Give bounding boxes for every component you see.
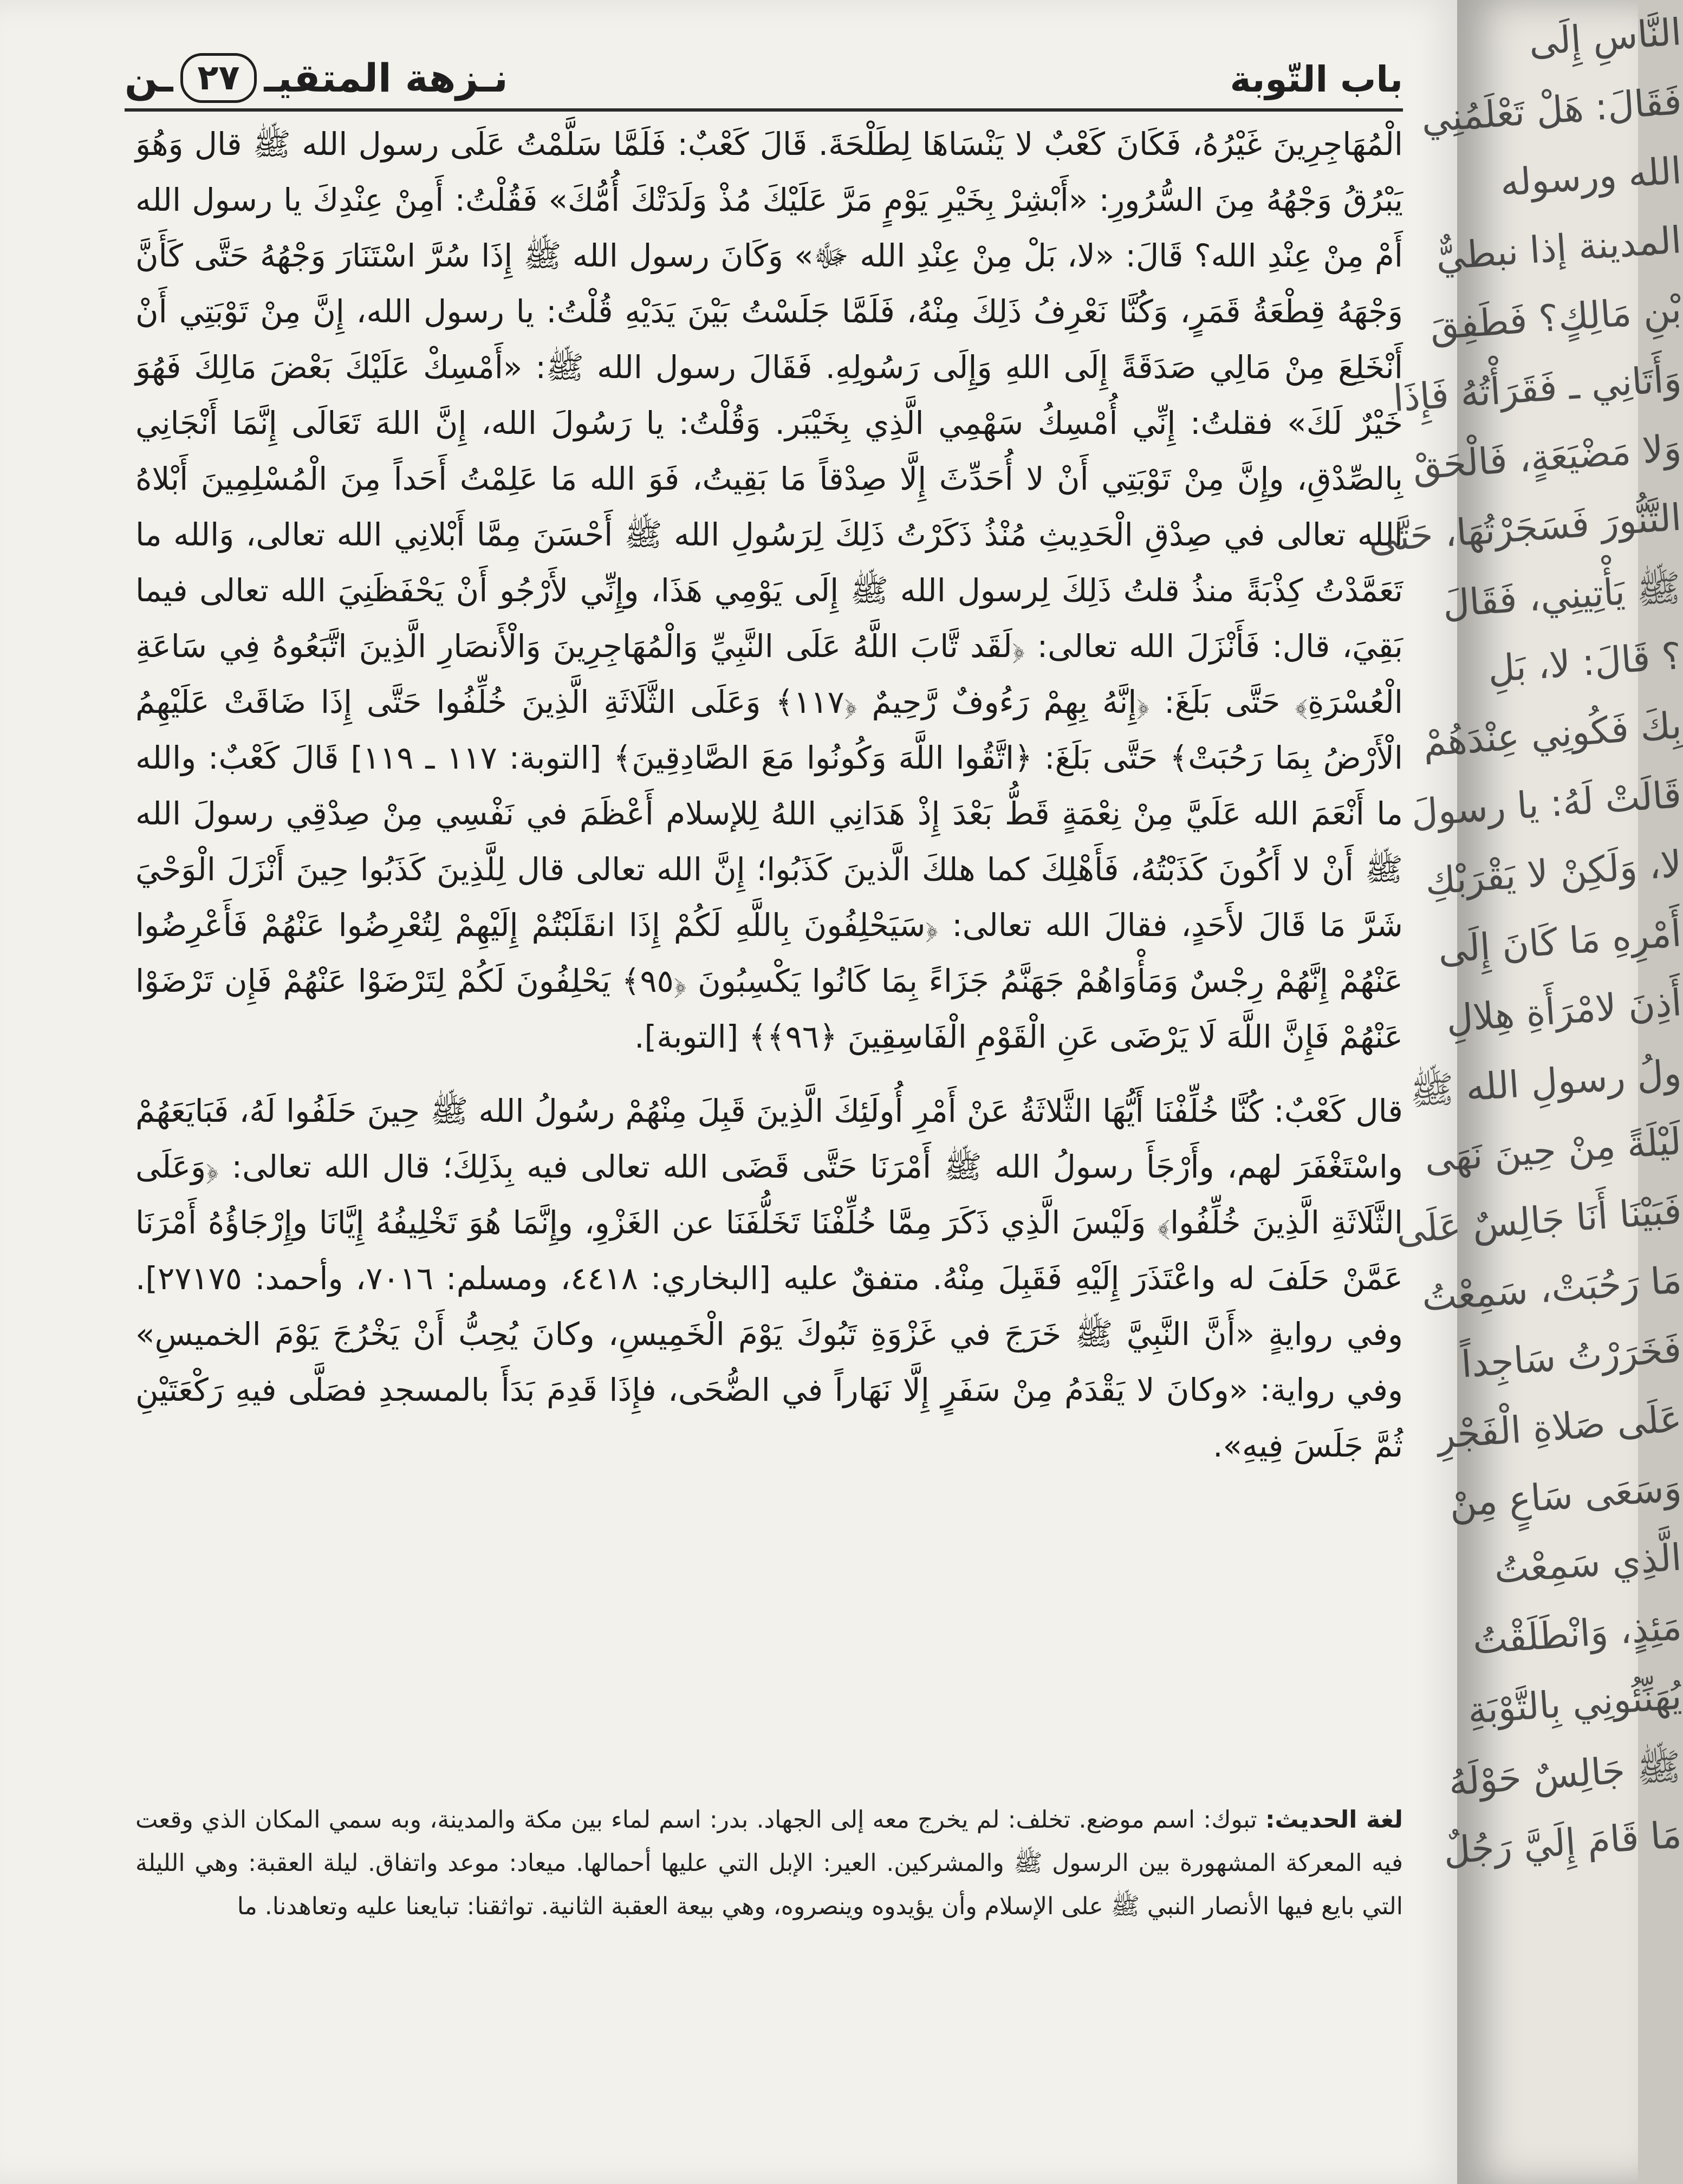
page-number: ٢٧ <box>180 53 256 103</box>
facing-page-line: يُهَنِّئُونِي بِالتَّوْبَةِ <box>1466 1675 1683 1733</box>
book-page-right <box>1367 0 1683 2184</box>
hadith-text <box>135 116 1403 1474</box>
facing-page-line: التَّنُّورَ فَسَجَرْتُهَا، حَتَّى <box>1367 496 1683 561</box>
book-title: نـزهة المتقيـ <box>264 55 508 101</box>
facing-page-line: ﷺ جَالِسٌ حَوْلَهُ <box>1447 1745 1683 1804</box>
facing-page-line: فَخَرَرْتُ سَاجِداً <box>1460 1328 1683 1387</box>
facing-page-line: أَمْرِهِ مَا كَانَ إِلَى <box>1437 912 1683 972</box>
facing-page-line: مَا رَحُبَتْ، سَمِعْتُ <box>1420 1259 1683 1320</box>
chapter-title: باب التّوبة <box>1230 58 1403 100</box>
facing-page-line: فَقَالَ: هَلْ تَعْلَمُنِي <box>1420 80 1683 141</box>
facing-page-line: ولُ رسولِ الله ﷺ <box>1408 1052 1683 1114</box>
facing-page-line: لا، وَلَكِنْ لا يَقْرَبْكِ <box>1424 843 1683 903</box>
facing-page-line: فَبَيْنَا أَنَا جَالِسٌ عَلَى <box>1394 1190 1683 1252</box>
facing-page-line: بِكَ فَكُونِي عِنْدَهُمْ <box>1421 704 1683 765</box>
facing-page-line: بْنِ مَالِكٍ؟ فَطَفِقَ <box>1428 288 1683 349</box>
vocabulary-label: لغة الحديث: <box>1265 1806 1403 1834</box>
facing-page-line: ؟ قَالَ: لا، بَلِ <box>1486 635 1683 691</box>
facing-page-line: الله ورسوله <box>1498 150 1683 205</box>
facing-page-line: الَّذِي سَمِعْتُ <box>1493 1536 1683 1592</box>
facing-page-line: عَلَى صَلاةِ الْفَجْرِ <box>1435 1398 1683 1458</box>
facing-page-line: مَا قَامَ إِلَيَّ رَجُلٌ <box>1442 1813 1683 1873</box>
second-paragraph: قال كَعْبٌ: كُنَّا خُلِّفْنَا أَيُّهَا الثَّلاثَةُ عَنْ أَمْرِ أُولَئِكَ الَّذِينَ قَبِلَ مِنْهُمْ رسُولُ الله ﷺ حِينَ حَلَفُوا لَهُ، فَبَايَعَهُمْ واسْتَغْفَرَ لهم، وأَرْجَأَ رسولُ الله ﷺ أَمْرَنَا حَتَّى قَضَى الله تعالى فيه بِذَلِكَ؛ قال الله تعالى: ﴿وَعَلَى الثَّلَاثَةِ الَّذِينَ خُلِّفُوا﴾ وَلَيْسَ الَّذِي ذَكَرَ مِمَّا خُلِّفْنَا تَخَلُّفَنَا عن الغَزْوِ، وإِنَّمَا هُوَ تَخْلِيفُهُ إِيَّانَا وإِرْجَاؤُهُ أَمْرَنَا عَمَّنْ حَلَفَ له واعْتَذَرَ إِلَيْهِ فَقَبِلَ مِنْهُ. متفقٌ عليه [البخاري: ٤٤١٨، ومسلم: ٧٠١٦، وأحمد: ٢٧١٧٥]. وفي روايةٍ «أَنَّ النَّبِيَّ ﷺ خَرَجَ في غَزْوَةِ تَبُوكَ يَوْمَ الْخَمِيسِ، وكانَ يُحِبُّ أَنْ يَخْرُجَ يَوْمَ الخميسِ» وفي رواية: «وكانَ لا يَقْدَمُ مِنْ سَفَرٍ إِلَّا نَهَاراً في الضُّحَى، فإِذَا قَدِمَ بَدَأَ بالمسجدِ فصَلَّى فيهِ رَكْعَتَيْنِ ثُمَّ جَلَسَ فِيهِ». <box>135 1093 1403 1464</box>
main-paragraph: الْمُهَاجِرِينَ غَيْرُهُ، فَكَانَ كَعْبٌ لا يَنْسَاهَا لِطَلْحَةَ. قَالَ كَعْبٌ: فَلَمَّا سَلَّمْتُ عَلَى رسول الله ﷺ قال وَهُوَ يَبْرُقُ وَجْهُهُ مِنَ السُّرُورِ: «أَبْشِرْ بِخَيْرِ يَوْمٍ مَرَّ عَلَيْكَ مُذْ وَلَدَتْكَ أُمُّكَ» فَقُلْتُ: أَمِنْ عِنْدِكَ يا رسول الله أَمْ مِنْ عِنْدِ الله؟ قَالَ: «لا، بَلْ مِنْ عِنْدِ الله ﷻ» وَكَانَ رسول الله ﷺ إِذَا سُرَّ اسْتَنَارَ وَجْهُهُ حَتَّى كَأَنَّ وَجْهَهُ قِطْعَةُ قَمَرٍ، وَكُنَّا نَعْرِفُ ذَلِكَ مِنْهُ، فَلَمَّا جَلَسْتُ بَيْنَ يَدَيْهِ قُلْتُ: يا رسول الله، إِنَّ مِنْ تَوْبَتِي أَنْ أَنْخَلِعَ مِنْ مَالِي صَدَقَةً إِلَى اللهِ وَإِلَى رَسُولِهِ. فَقَالَ رسول الله ﷺ: «أَمْسِكْ عَلَيْكَ بَعْضَ مَالِكَ فَهُوَ خَيْرٌ لَكَ» فقلتُ: إِنِّي أُمْسِكُ سَهْمِي الَّذِي بِخَيْبَر. وَقُلْتُ: يا رَسُولَ الله، إِنَّ اللهَ تَعَالَى إِنَّمَا أَنْجَانِي بِالصِّدْقِ، وإِنَّ مِنْ تَوْبَتِي أَنْ لا أُحَدِّثَ إِلَّا صِدْقاً مَا بَقِيتُ، فَوَ الله مَا عَلِمْتُ أَحَداً مِنَ الْمُسْلِمِينَ أَبْلاهُ الله تعالى في صِدْقِ الْحَدِيثِ مُنْذُ ذَكَرْتُ ذَلِكَ لِرَسُولِ الله ﷺ أَحْسَنَ مِمَّا أَبْلانِي الله تعالى، وَالله ما تَعَمَّدْتُ كِذْبَةً منذُ قلتُ ذَلِكَ لِرسول الله ﷺ إِلَى يَوْمِي هَذَا، وإِنِّي لأَرْجُو أَنْ يَحْفَظَنِيَ الله تعالى فيما بَقِيَ، قال: فَأَنْزَلَ الله تعالى: ﴿لَقَد تَّابَ اللَّهُ عَلَى النَّبِيِّ وَالْمُهَاجِرِينَ وَالْأَنصَارِ الَّذِينَ اتَّبَعُوهُ فِي سَاعَةِ الْعُسْرَةِ﴾ حَتَّى بَلَغَ: ﴿إِنَّهُ بِهِمْ رَءُوفٌ رَّحِيمٌ ﴿١١٧﴾ وَعَلَى الثَّلَاثَةِ الَّذِينَ خُلِّفُوا حَتَّى إِذَا ضَاقَتْ عَلَيْهِمُ الْأَرْضُ بِمَا رَحُبَتْ﴾ حَتَّى بَلَغَ: ﴿اتَّقُوا اللَّهَ وَكُونُوا مَعَ الصَّادِقِينَ﴾ [التوبة: ١١٧ ـ ١١٩] قَالَ كَعْبٌ: والله ما أَنْعَمَ الله عَلَيَّ مِنْ نِعْمَةٍ قَطُّ بَعْدَ إِذْ هَدَانِي اللهُ لِلإسلام أَعْظَمَ في نَفْسِي مِنْ صِدْقِي رسولَ الله ﷺ أَنْ لا أَكُونَ كَذَبْتُهُ، فَأَهْلِكَ كما هلكَ الَّذينَ كَذَبُوا؛ إِنَّ الله تعالى قال لِلَّذِينَ كَذَبُوا حِينَ أَنْزَلَ الْوَحْيَ شَرَّ مَا قَالَ لأَحَدٍ، فقالَ الله تعالى: ﴿سَيَحْلِفُونَ بِاللَّهِ لَكُمْ إِذَا انقَلَبْتُمْ إِلَيْهِمْ لِتُعْرِضُوا عَنْهُمْ فَأَعْرِضُوا عَنْهُمْ إِنَّهُمْ رِجْسٌ وَمَأْوَاهُمْ جَهَنَّمُ جَزَاءً بِمَا كَانُوا يَكْسِبُونَ ﴿٩٥﴾ يَحْلِفُونَ لَكُمْ لِتَرْضَوْا عَنْهُمْ فَإِن تَرْضَوْا عَنْهُمْ فَإِنَّ اللَّهَ لَا يَرْضَى عَنِ الْقَوْمِ الْفَاسِقِينَ ﴿٩٦﴾﴾ [التوبة]. <box>135 126 1403 1055</box>
facing-page-line: ﷺ يَأْتِينِي، فَقَالَ <box>1441 567 1683 626</box>
facing-page-line: المدينة إذا نبطيٌّ <box>1434 219 1683 279</box>
vocabulary-text: تبوك: اسم موضع. تخلف: لم يخرج معه إلى الجهاد. بدر: اسم لماء بين مكة والمدينة، وبه سمي المكان الذي وقعت فيه المعركة المشهورة بين الرسول ﷺ والمشركين. العير: الإبل التي عليها أحمالها. ميعاد: موعد واتفاق. ليلة العقبة: وهي الليلة التي بايع فيها الأنصار النبي ﷺ على الإسلام وأن يؤيدوه وينصروه، وهي بيعة العقبة الثانية. تواثقنا: تبايعنا عليه وتعاهدنا. ما <box>135 1806 1403 1920</box>
facing-page-line: وَلا مَضْيَعَةٍ، فَالْحَقْ <box>1411 427 1683 489</box>
facing-page-line: وَأَتَانِي ـ فَقَرَأْتُهُ فَإِذَا <box>1392 358 1683 421</box>
facing-page-line: النَّاسِ إِلَى <box>1528 11 1683 64</box>
vocabulary-section <box>135 1798 1403 1928</box>
facing-page-line: قَالَتْ لَهُ: يا رسولَ <box>1409 774 1683 835</box>
facing-page-line: وَسَعَى سَاعٍ مِنْ <box>1448 1467 1683 1526</box>
facing-page-line: أَذِنَ لامْرَأَةِ هِلالِ <box>1444 981 1683 1041</box>
page-header <box>125 49 1403 112</box>
facing-page-line: مَئِذٍ، وَانْطَلَقْتُ <box>1471 1606 1683 1663</box>
running-title <box>125 53 508 103</box>
facing-page-line: لَيْلَةً مِنْ حِينَ نَهَى <box>1423 1120 1683 1181</box>
book-title-suffix: ـن <box>125 55 173 101</box>
